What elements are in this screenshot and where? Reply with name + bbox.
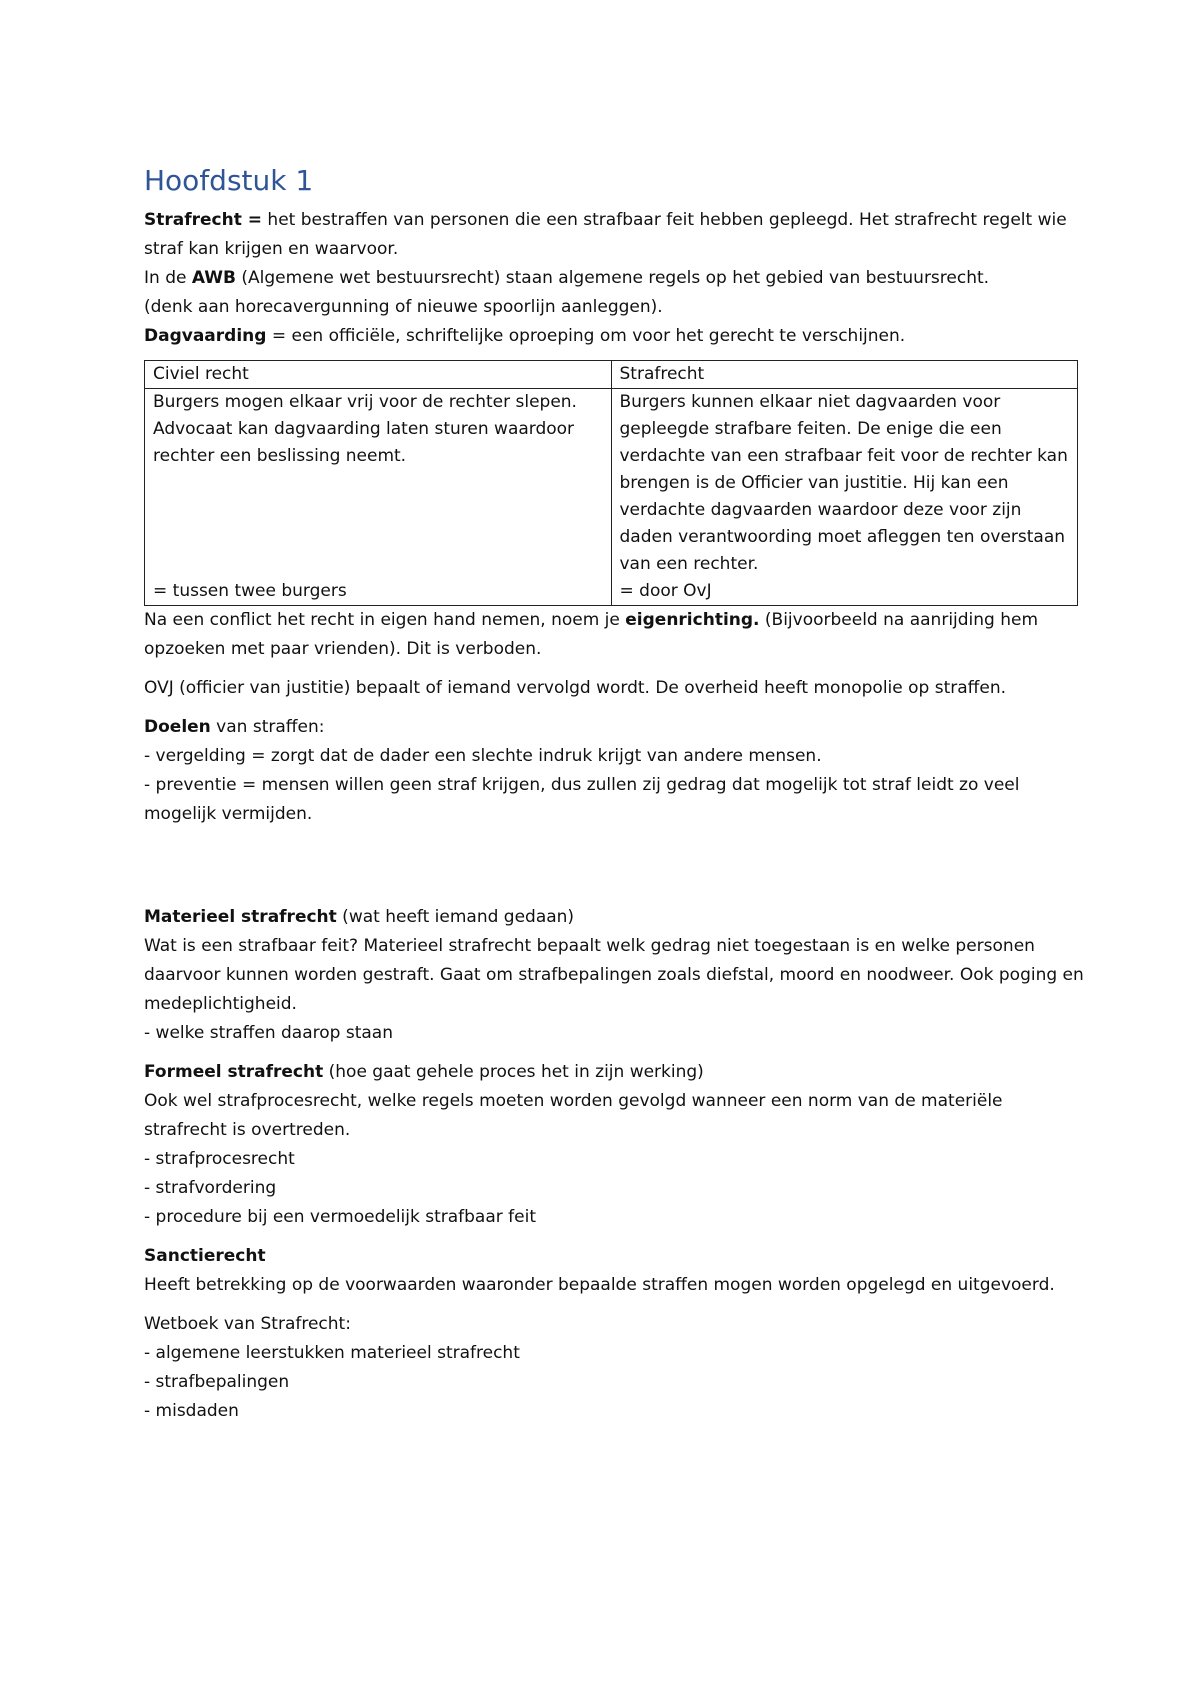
table-cell-strafrecht-content	[620, 389, 1070, 605]
materieel-heading	[144, 903, 1084, 932]
strafrecht-term: Strafrecht =	[144, 210, 263, 230]
doelen-heading	[144, 713, 1084, 742]
chapter-heading: Hoofdstuk 1	[144, 164, 314, 197]
awb-term: AWB	[191, 268, 236, 288]
materieel-term: Materieel strafrecht	[144, 907, 337, 927]
eigenrichting-prefix: Na een conflict het recht in eigen hand nemen, noem je	[144, 610, 626, 630]
dagvaarding-text: = een officiële, schriftelijke oproeping om voor het gerecht te verschijnen.	[266, 326, 906, 346]
list-item: - strafvordering	[144, 1178, 277, 1198]
table-header-strafrecht: Strafrecht	[611, 361, 1078, 389]
list-item: - strafprocesrecht	[144, 1149, 295, 1169]
eigenrichting-paragraph	[144, 606, 1084, 664]
list-item: - preventie = mensen willen geen straf krijgen, dus zullen zij gedrag dat mogelijk tot straf leidt zo veel mogelijk vermijden.	[144, 775, 1020, 824]
list-item: - misdaden	[144, 1401, 239, 1421]
list-item: - procedure bij een vermoedelijk strafbaar feit	[144, 1207, 536, 1227]
table-header-row	[145, 361, 1078, 389]
sanctie-body: Heeft betrekking op de voorwaarden waaronder bepaalde straffen mogen worden opgelegd en uitgevoerd.	[144, 1275, 1055, 1295]
strafrecht-definition	[144, 206, 1084, 264]
list-item: - algemene leerstukken materieel strafrecht	[144, 1343, 520, 1363]
dagvaarding-term: Dagvaarding	[144, 326, 267, 346]
page-content	[144, 160, 1084, 1426]
formeel-rest: (hoe gaat gehele proces het in zijn werking)	[323, 1062, 704, 1082]
list-item: - welke straffen daarop staan	[144, 1023, 393, 1043]
materieel-body: Wat is een strafbaar feit? Materieel strafrecht bepaalt welk gedrag niet toegestaan is en welke personen daarvoor kunnen worden gestraft. Gaat om strafbepalingen zoals diefstal, moord en noodweer. Ook poging en medeplichtigheid.	[144, 936, 1084, 1014]
list-item: - strafbepalingen	[144, 1372, 290, 1392]
doelen-rest: van straffen:	[210, 717, 325, 737]
comparison-table	[144, 360, 1078, 606]
sanctie-term: Sanctierecht	[144, 1246, 266, 1266]
dagvaarding-definition	[144, 322, 1084, 351]
awb-prefix: In de	[144, 268, 192, 288]
table-cell-civiel-content	[153, 389, 603, 605]
strafrecht-body-text: Burgers kunnen elkaar niet dagvaarden voor gepleegde strafbare feiten. De enige die een verdachte van een strafbaar feit voor de rechter kan brengen is de Officier van justitie. Hij kan een verdachte dagvaarden waardoor deze voor zijn daden verantwoording moet afleggen ten overstaan van een rechter.	[619, 392, 1068, 574]
awb-text: (Algemene wet bestuursrecht) staan algemene regels op het gebied van bestuursrecht.	[235, 268, 990, 288]
doelen-term: Doelen	[144, 717, 211, 737]
eigenrichting-term: eigenrichting.	[625, 610, 760, 630]
strafrecht-foot-text: = door OvJ	[619, 581, 712, 601]
civiel-foot-text: = tussen twee burgers	[153, 581, 347, 601]
formeel-heading	[144, 1058, 1084, 1087]
table-row	[145, 389, 1078, 606]
awb-example: (denk aan horecavergunning of nieuwe spoorlijn aanleggen).	[144, 297, 663, 317]
materieel-rest: (wat heeft iemand gedaan)	[336, 907, 575, 927]
list-item: - vergelding = zorgt dat de dader een slechte indruk krijgt van andere mensen.	[144, 746, 822, 766]
awb-paragraph	[144, 264, 1084, 293]
formeel-term: Formeel strafrecht	[144, 1062, 324, 1082]
formeel-body: Ook wel strafprocesrecht, welke regels moeten worden gevolgd wanneer een norm van de materiële strafrecht is overtreden.	[144, 1091, 1003, 1140]
eigenrichting-text: (Bijvoorbeeld na aanrijding hem opzoeken met paar vrienden). Dit is verboden.	[144, 610, 1039, 659]
ovj-paragraph: OVJ (officier van justitie) bepaalt of iemand vervolgd wordt. De overheid heeft monopolie op straffen.	[144, 678, 1007, 698]
table-cell-strafrecht	[611, 389, 1078, 606]
sanctie-heading	[144, 1242, 1084, 1271]
civiel-body-text: Burgers mogen elkaar vrij voor de rechter slepen. Advocaat kan dagvaarding laten sturen waardoor rechter een beslissing neemt.	[153, 392, 577, 466]
strafrecht-text: het bestraffen van personen die een strafbaar feit hebben gepleegd. Het strafrecht regelt wie straf kan krijgen en waarvoor.	[144, 210, 1067, 259]
table-header-civiel: Civiel recht	[145, 361, 612, 389]
wetboek-heading: Wetboek van Strafrecht:	[144, 1314, 351, 1334]
table-cell-civiel	[145, 389, 612, 606]
